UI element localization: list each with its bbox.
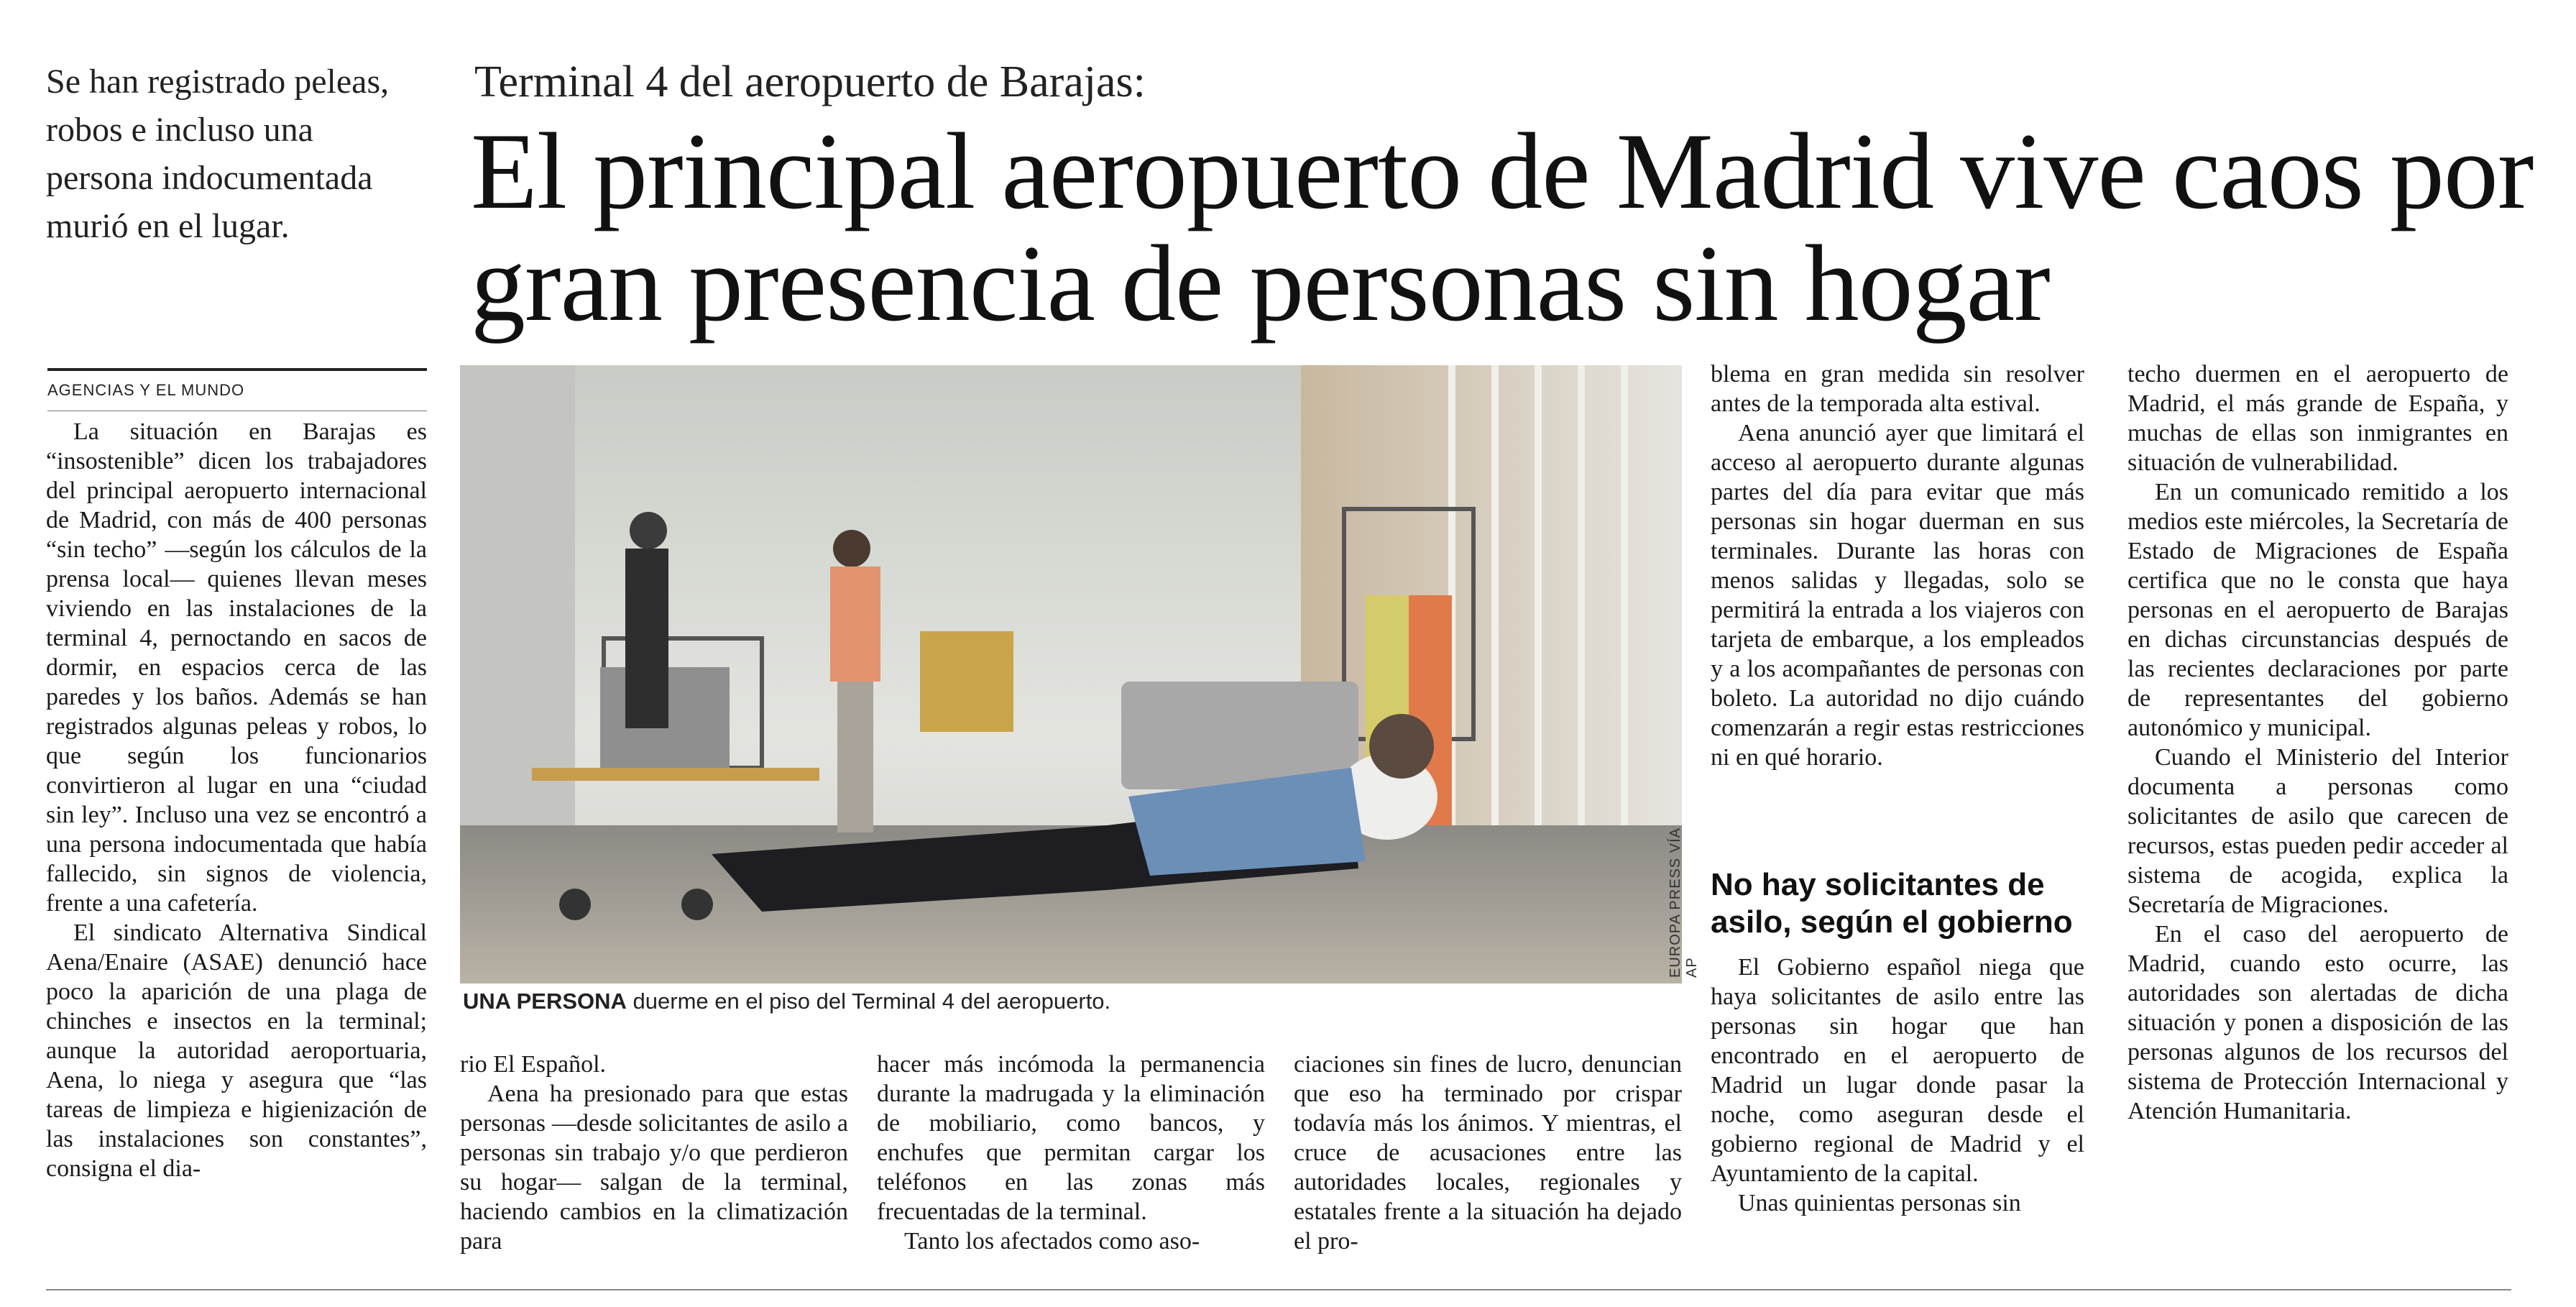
caption-lead: UNA PERSONA [463,989,627,1014]
paragraph: Unas quinientas personas sin [1738,1190,2021,1216]
paragraph: hacer más incómoda la permanencia durante la madrugada y la eliminación de mobiliario, como bancos, y enchufes que permitan cargar los teléfonos en las zonas más frecuentadas de la terminal. [877,1051,1265,1225]
page-bottom-rule [46,1289,2511,1290]
paragraph: Aena ha presionado para que estas personas —desde solicitantes de asilo a personas sin trabajo y/o que perdieron su hogar— salgan de la terminal, haciendo cambios en la climatización para [460,1081,848,1255]
paragraph: rio El Español. [460,1051,607,1078]
paragraph: techo duermen en el aeropuerto de Madrid, el más grande de España, y muchas de ellas son inmigrantes en situación de vulnerabilidad. [2128,361,2508,476]
paragraph: Aena anunció ayer que limitará el acceso al aeropuerto durante algunas partes del día para evitar que más personas sin hogar duerman en sus terminales. Durante las horas con menos salidas y llegadas, solo se permitirá la entrada a los viajeros con tarjeta de embarque, a los empleados y a los acompañantes de personas con boleto. La autoridad no dijo cuándo comenzarán a regir estas restricciones ni en qué horario. [1711,420,2084,771]
paragraph: El Gobierno español niega que haya solicitantes de asilo entre las personas sin hogar que han encontrado en el aeropuerto de Madrid un lugar donde pasar la noche, como aseguran desde el gobierno regional de Madrid y el Ayuntamiento de la capital. [1711,954,2084,1187]
byline-source [47,368,427,400]
article-column-4 [1294,1050,1682,1265]
article-column-5-bottom [1711,953,2084,1269]
paragraph: Tanto los afectados como aso- [904,1228,1200,1255]
paragraph: El sindicato Alternativa Sindical Aena/Enaire (ASAE) denunció hace poco la aparición de una plaga de chinches e insectos en la terminal; aunque la autoridad aeroportuaria, Aena, lo niega y asegura que “las tareas de limpieza e higienización de las instalaciones son constantes”, consigna el dia- [46,920,427,1182]
paragraph: Cuando el Ministerio del Interior documenta a personas como solicitantes de asilo que carecen de recursos, estas pueden pedir acceder al sistema de acogida, explica la Secretaría de Migraciones. [2128,744,2508,918]
photo-credit: EUROPA PRESS VÍA AP [1668,828,1700,978]
paragraph: ciaciones sin fines de lucro, denuncian que eso ha terminado por crispar todavía más los ánimos. Y mientras, el cruce de acusaciones entre las autoridades locales, regionales y estatales frente a la situación ha dejado el pro- [1294,1051,1682,1255]
article-column-3 [877,1050,1265,1265]
paragraph: La situación en Barajas es “insostenible” dicen los trabajadores del principal aeropuerto internacional de Madrid, con más de 400 personas “sin techo” —según los cálculos de la prensa local— quienes llevan meses viviendo en las instalaciones de la terminal 4, pernoctando en sacos de dormir, en espacios cerca de las paredes y los baños. Además se han registrados algunas peleas y robos, lo que según los funcionarios convirtieron al lugar en una “ciudad sin ley”. Incluso una vez se encontró a una persona indocumentada que había fallecido, sin signos de violencia, frente a una cafetería. [46,418,427,917]
page-title: El principal aeropuerto de Madrid vive caos por gran presencia de personas sin hogar [471,111,2534,344]
headline-kicker: Terminal 4 del aeropuerto de Barajas: [474,58,1146,106]
paragraph: En un comunicado remitido a los medios este miércoles, la Secretaría de Estado de Migraciones de España certifica que no le consta que haya personas en el aeropuerto de Barajas en dichas circunstancias después de las recientes declaraciones por parte de representantes del gobierno autonómico y municipal. [2128,479,2508,741]
article-photo [460,365,1682,983]
article-column-1 [46,417,427,1265]
article-column-2 [460,1050,848,1265]
article-column-6 [2128,359,2508,1269]
paragraph: blema en gran medida sin resolver antes de la temporada alta estival. [1711,361,2084,417]
caption-text: duerme en el piso del Terminal 4 del aeropuerto. [626,989,1111,1014]
photo-caption [463,989,1678,1014]
section-subhead: No hay solicitantes de asilo, según el gobierno [1711,867,2073,940]
sidebar-pull-quote: Se han registrado peleas, robos e incluso una persona indocumentada murió en el lugar. [46,63,390,245]
article-column-5-top [1711,359,2084,863]
byline-source-text: AGENCIAS Y EL MUNDO [47,381,245,399]
paragraph: En el caso del aeropuerto de Madrid, cuando esto ocurre, las autoridades son alertadas de dicha situación y ponen a disposición de las personas algunos de los recursos del sistema de Protección Internacional y Atención Humanitaria. [2128,921,2508,1124]
airport-terminal-photo [460,365,1682,983]
